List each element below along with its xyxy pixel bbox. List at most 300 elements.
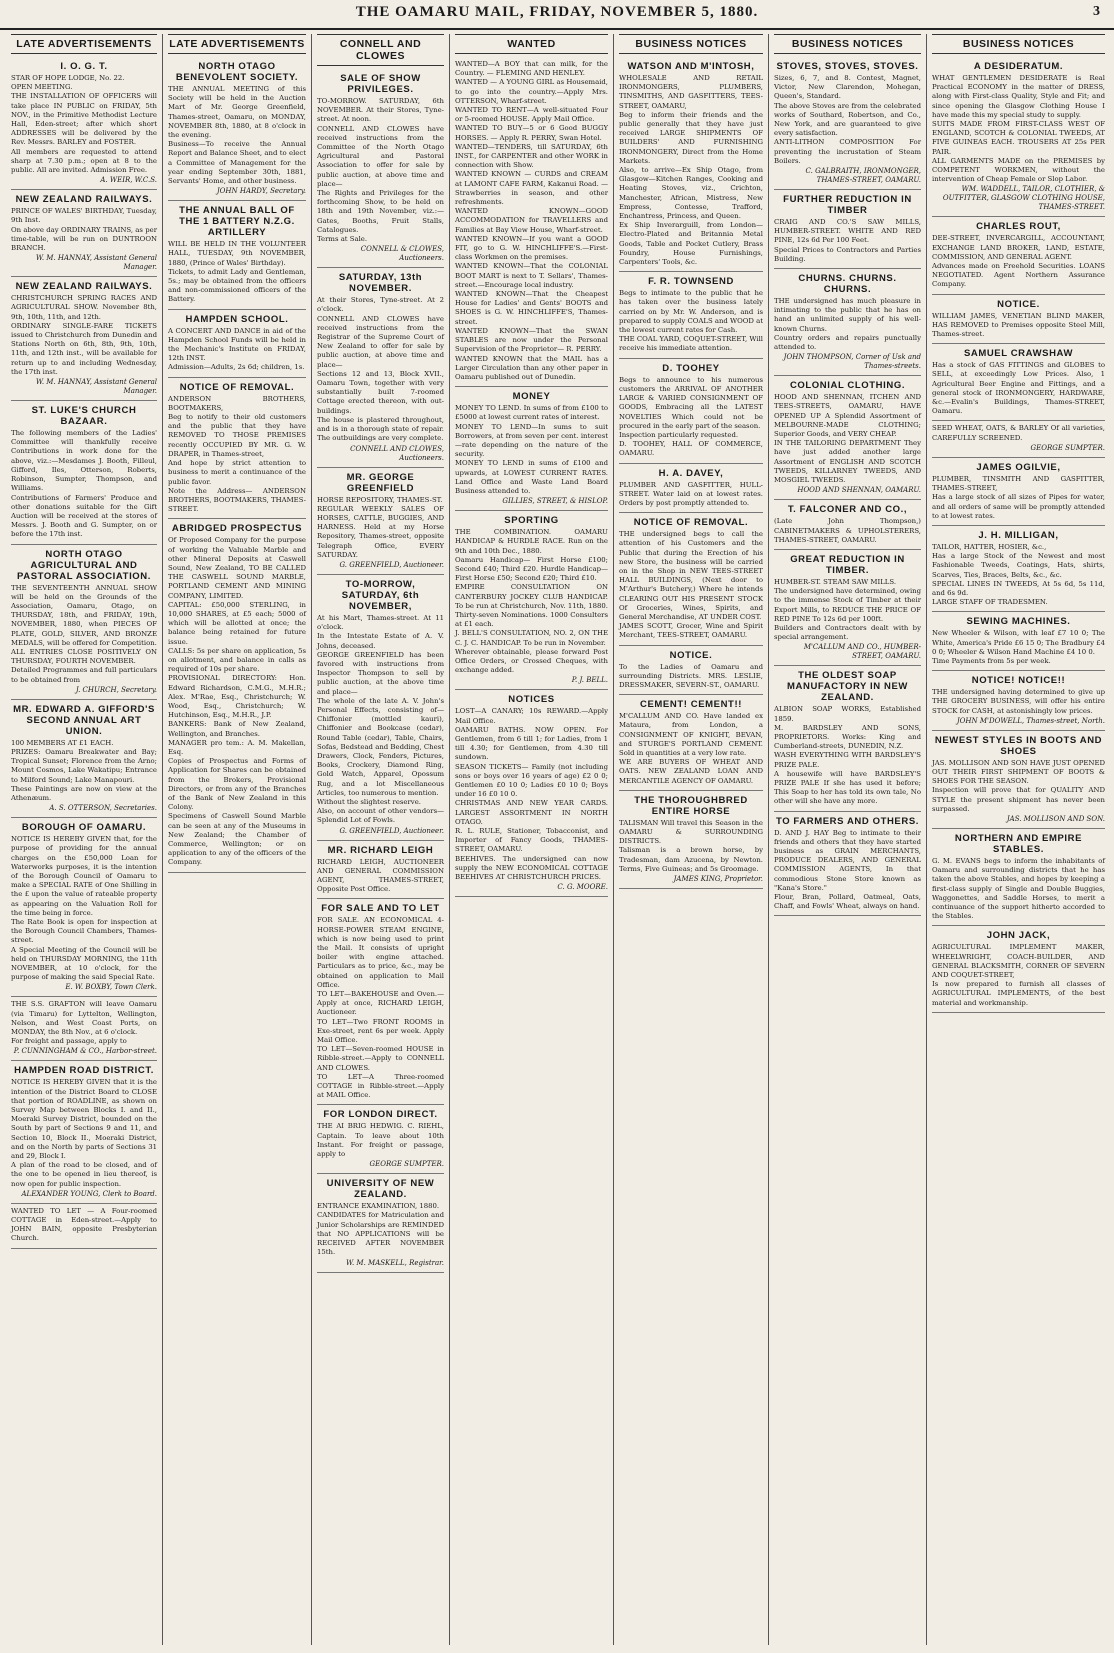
advertisement bbox=[774, 57, 921, 190]
advertisement-paragraph: LOST—A CANARY; 10s REWARD.—Apply Mail Office. bbox=[455, 707, 608, 725]
advertisement-body bbox=[455, 528, 608, 675]
advertisement-paragraph: Terms at Sale. bbox=[317, 235, 368, 244]
advertisement-paragraph: AGRICULTURAL IMPLEMENT MAKER, WHEELWRIGHT, COACH-BUILDER, AND GENERAL BLACKSMITH, CORNER OF SEVERN AND COQUET-STREET, bbox=[932, 943, 1105, 979]
advertisement-body bbox=[619, 712, 763, 786]
advertisement-signature: JOHN THOMPSON, Corner of Usk and Thames-streets. bbox=[783, 353, 921, 371]
advertisement-body bbox=[455, 404, 608, 496]
advertisement-body bbox=[11, 207, 157, 253]
advertisement-paragraph: A housewife will have BARDSLEY'S PRIZE PALE If she has used it before; This Soap to her has told its own tale, No other will she have any more. bbox=[774, 769, 921, 806]
advertisement bbox=[932, 458, 1105, 526]
advertisement bbox=[11, 190, 157, 277]
advertisement-paragraph: At his Mart, Thames-street. At 11 o'clock. bbox=[317, 613, 444, 632]
advertisement-paragraph: MONEY TO LEND in sums of £100 and upwards, at LOWEST CURRENT RATES. Land Office and Waste Land Board Business attended to. bbox=[455, 459, 608, 495]
masthead bbox=[0, 0, 1114, 30]
advertisement-signature: C. GALBRAITH, IRONMONGER, THAMES-STREET, OAMARU. bbox=[805, 167, 921, 185]
advertisement-paragraph: Builders and Contractors dealt with by special arrangement. bbox=[774, 623, 921, 642]
advertisement-paragraph: TO-MORROW. SATURDAY, 6th NOVEMBER. At their Stores, Tyne-street. At noon. bbox=[317, 97, 444, 124]
advertisement-title: SPORTING bbox=[504, 515, 559, 527]
advertisement-paragraph: To the Ladies of Oamaru and surrounding Districts. MRS. LESLIE, DRESSMAKER, SEVERN-ST., OAMARU. bbox=[619, 662, 763, 689]
advertisement-paragraph: CANDIDATES for Matriculation and Junior Scholarships are REMINDED that NO APPLICATIONS will be RECEIVED AFTER NOVEMBER 15th. bbox=[317, 1211, 444, 1257]
advertisement-paragraph: DEE-STREET, INVERCARGILL, ACCOUNTANT, EXCHANGE LAND BROKER, LAND, ESTATE, COMMISSION, AND GENERAL AGENT. bbox=[932, 234, 1105, 261]
advertisement-title: THE ANNUAL BALL OF THE 1 BATTERY N.Z.G. ARTILLERY bbox=[179, 205, 295, 239]
advertisement-paragraph: The above Stoves are from the celebrated works of Southard, Robertson, and Co., New York, and are guaranteed to give every satisfaction. bbox=[774, 101, 921, 138]
advertisement-paragraph: Business—To receive the Annual Report and Balance Sheet, and to elect a Committee of Management for the year ending September 30th, 1881, Servants' Home, and other business. bbox=[168, 140, 306, 186]
advertisement-paragraph: OPEN MEETING. bbox=[11, 83, 73, 92]
column-7 bbox=[927, 34, 1110, 1645]
advertisement-signature: M'CALLUM AND CO., HUMBER-STREET, OAMARU. bbox=[803, 643, 921, 661]
advertisement-body bbox=[774, 578, 921, 642]
advertisement-paragraph: (Late John Thompson,) CABINETMAKERS & UPHOLSTERERS, THAMES-STREET, OAMARU. bbox=[774, 517, 921, 544]
advertisement-body bbox=[619, 530, 763, 640]
advertisement-paragraph: SEASON TICKETS— Family (not including sons or boys over 16 years of age) £2 0 0; Gentlemen £0 10 0; Ladies £0 10 0; Boys under 16 £0 10 0. bbox=[455, 762, 608, 799]
advertisement-paragraph: SUITS MADE FROM FIRST-CLASS WEST OF ENGLAND, SCOTCH & COLONIAL TWEEDS, AT FIVE GUINEAS EACH. TROUSERS AT 25s PER PAIR. bbox=[932, 120, 1105, 156]
advertisement-body bbox=[932, 688, 1105, 716]
advertisement-body bbox=[932, 361, 1105, 416]
advertisement-body bbox=[774, 218, 921, 264]
advertisement bbox=[11, 401, 157, 544]
advertisement-title: NOTICE! NOTICE!! bbox=[971, 675, 1066, 687]
advertisement-paragraph: BANKERS: Bank of New Zealand, Wellington, and Branches. bbox=[168, 720, 306, 738]
advertisement-paragraph: In the Intestate Estate of A. V. Johns, deceased. bbox=[317, 632, 444, 650]
advertisement-body bbox=[11, 584, 157, 685]
advertisement-paragraph: Has a large stock of all sizes of Pipes for water, and all orders of same will be promptly attended to at lowest rates. bbox=[932, 493, 1105, 520]
advertisement-signature: JOHN M'DOWELL, Thames-street, North. bbox=[956, 716, 1105, 725]
advertisement-title: GREAT REDUCTION IN TIMBER. bbox=[790, 553, 905, 576]
advertisement bbox=[455, 690, 608, 897]
advertisement-paragraph: Flour, Bran, Pollard, Oatmeal, Oats, Chaff, and Fowls' Wheat, always on hand. bbox=[774, 892, 921, 911]
advertisement-body bbox=[168, 327, 306, 373]
advertisement-paragraph: PRIZES: Oamaru Breakwater and Bay; Tropical Sunset; Florence from the Arno; Mount Cosmos, Lake Wakatipu; Entrance to Milford Sound; Lake Manapouri. bbox=[11, 747, 157, 784]
advertisement-paragraph: WILL BE HELD IN THE VOLUNTEER HALL, TUESDAY, 9th NOVEMBER, 1880, (Prince of Wales' Birthday). bbox=[168, 240, 306, 267]
advertisement-paragraph: The whole of the late A. V. John's Personal Effects, consisting of—Chiffonier (mottled kauri), Chiffonier and Bookcase (cedar), Round Table (cedar), Table, Chairs, Sofas, Bedstead and Bedding, Chest Drawers, Clock, Fenders, Pictures, Books, Crockery, Diamond Ring, Gold Watch, Apparel, Opossum Rug, and a lot Miscellaneous Articles, too numerous to mention. bbox=[317, 696, 444, 797]
advertisement bbox=[774, 376, 921, 500]
advertisement-paragraph: M. BARDSLEY AND SONS, PROPRIETORS. Works: King and Cumberland-streets, DUNEDIN, N.Z. bbox=[774, 723, 921, 751]
advertisement-body bbox=[619, 289, 763, 353]
advertisement-paragraph: WHOLESALE AND RETAIL IRONMONGERS, PLUMBERS, TINSMITHS, AND GASFITTERS, TEES-STREET, OAMARU, bbox=[619, 74, 763, 110]
advertisement-signature: W. M. HANNAY, Assistant General Manager. bbox=[35, 378, 157, 396]
advertisement-signature: P. J. BELL. bbox=[571, 676, 608, 685]
advertisement bbox=[932, 526, 1105, 612]
advertisement-paragraph: STAR OF HOPE LODGE, No. 22. bbox=[11, 74, 125, 82]
advertisement-signature: WM. WADDELL, TAILOR, CLOTHIER, & OUTFITTER, GLASGOW CLOTHING HOUSE, THAMES-STREET. bbox=[942, 185, 1105, 212]
advertisement-body bbox=[932, 857, 1105, 921]
advertisement-paragraph: REGULAR WEEKLY SALES OF HORSES, CATTLE, BUGGIES, AND HARNESS. Held at my Horse Repository, Thames-street, opposite Telegraph Office, EVERY SATURDAY. bbox=[317, 504, 444, 559]
advertisement bbox=[619, 791, 763, 889]
advertisement bbox=[774, 550, 921, 666]
advertisement-title: CEMENT! CEMENT!! bbox=[640, 699, 742, 711]
advertisement-paragraph: THE undersigned has much pleasure in intimating to the public that he has on hand an unlimited supply of his well-known Churns. bbox=[774, 297, 921, 333]
advertisement-paragraph: Note the Address— ANDERSON BROTHERS, BOOTMAKERS, THAMES-STREET. bbox=[168, 486, 306, 514]
advertisement-body bbox=[11, 429, 157, 539]
advertisement-paragraph: JAS. MOLLISON AND SON HAVE JUST OPENED OUT THEIR FIRST SHIPMENT OF BOOTS & SHOES FOR THE SEASON. bbox=[932, 758, 1105, 786]
advertisement-signature: W. M. HANNAY, Assistant General Manager. bbox=[35, 254, 157, 272]
masthead-title: THE OAMARU MAIL, FRIDAY, NOVEMBER 5, 1880. bbox=[355, 4, 759, 20]
column-heading: BUSINESS NOTICES bbox=[774, 34, 921, 54]
advertisement-paragraph: THE undersigned having determined to give up THE GROCERY BUSINESS, will offer his entire STOCK for CASH, at astonishingly low prices. bbox=[932, 688, 1105, 715]
advertisement-paragraph: Is now prepared to furnish all classes of AGRICULTURAL IMPLEMENTS, of the best material and workmanship. bbox=[932, 980, 1105, 1007]
advertisement bbox=[168, 519, 306, 872]
advertisement-title: SATURDAY, 13th NOVEMBER. bbox=[338, 272, 423, 295]
advertisement-paragraph: TO LET—A Three-roomed COTTAGE in Ribble-street.—Apply at MAIL Office. bbox=[317, 1072, 444, 1100]
column-heading: CONNELL AND CLOWES bbox=[317, 34, 444, 66]
advertisement-signature: ALEXANDER YOUNG, Clerk to Board. bbox=[21, 1189, 157, 1198]
advertisement-title: NORTH OTAGO BENEVOLENT SOCIETY. bbox=[175, 61, 299, 83]
advertisement-body bbox=[619, 819, 763, 874]
advertisement-paragraph: Has a large Stock of the Newest and most Fashionable Tweeds, Coatings, Hats, shirts, Scarves, Ties, Braces, Belts, &c., &c. bbox=[932, 552, 1105, 579]
advertisement-paragraph: CHRISTMAS AND NEW YEAR CARDS. LARGEST ASSORTMENT IN NORTH OTAGO. bbox=[455, 799, 608, 826]
advertisement-title: NOTICE. bbox=[997, 298, 1040, 310]
column-heading: LATE ADVERTISEMENTS bbox=[168, 34, 306, 54]
advertisement bbox=[619, 359, 763, 464]
advertisement-title: STOVES, STOVES, STOVES. bbox=[776, 61, 919, 72]
advertisement-title: MR. RICHARD LEIGH bbox=[327, 844, 434, 856]
advertisement bbox=[317, 899, 444, 1105]
advertisement-title: FOR SALE AND TO LET bbox=[321, 903, 440, 915]
advertisement-paragraph: THE COAL YARD, COQUET-STREET, Will receive his immediate attention. bbox=[619, 335, 763, 353]
advertisement-body bbox=[619, 376, 763, 459]
column-3 bbox=[312, 34, 450, 1645]
advertisement-title: SAMUEL CRAWSHAW bbox=[963, 348, 1074, 360]
advertisement-body bbox=[619, 481, 763, 509]
advertisement-body bbox=[11, 835, 157, 982]
advertisement-paragraph: NOTICE IS HEREBY GIVEN that, for the purpose of providing for the annual charges on the £50,000 Loan for Waterworks purposes, it is the intention of the Borough Council of Oamaru to make a SPECIAL RATE of One Shilling in the £ upon the value of rateable property as appearing on the Valuation Roll for the time being in force. bbox=[11, 835, 157, 917]
advertisement-body bbox=[932, 475, 1105, 521]
advertisement-signature: JOHN HARDY, Secretary. bbox=[216, 187, 306, 196]
advertisement-body bbox=[932, 234, 1105, 289]
advertisement-title: NOTICE OF REMOVAL. bbox=[179, 381, 295, 393]
advertisement-paragraph: WANTED KNOWN that the MAIL has a Larger Circulation than any other paper in Oamaru published out of Dunedin. bbox=[455, 354, 608, 381]
advertisement bbox=[619, 57, 763, 272]
advertisement-paragraph: TO LET—Two FRONT ROOMS in Exe-street, rent 6s per week. Apply Mail Office. bbox=[317, 1017, 444, 1045]
advertisement-paragraph: And hope by strict attention to business to merit a continuance of the public favor. bbox=[168, 459, 306, 486]
advertisement bbox=[317, 1174, 444, 1272]
advertisement-paragraph: ANDERSON BROTHERS, BOOTMAKERS, bbox=[168, 394, 306, 412]
advertisement-paragraph: ENTRANCE EXAMINATION, 1880. bbox=[317, 1202, 440, 1211]
advertisement bbox=[317, 1105, 444, 1174]
advertisement-body bbox=[317, 496, 444, 560]
advertisement-paragraph: BEEHIVES. The undersigned can now supply the NEW ECONOMICAL COTTAGE BEEHIVES AT CHRISTCHURCH PRICES. bbox=[455, 854, 608, 882]
advertisement-body bbox=[11, 1000, 157, 1046]
advertisement-paragraph: THE ANNUAL MEETING of this Society will be held in the Auction Mart of Mr. George Greenfield, Thames-street, Oamaru, on MONDAY, NOVEMBER 8th, 1880, at 8 o'clock in the evening. bbox=[168, 85, 306, 140]
advertisement-paragraph: WANTED TO LET — A Four-roomed COTTAGE in Eden-street.—Apply to JOHN BAIN, opposite Presbyterian Church. bbox=[11, 1206, 157, 1243]
advertisement-paragraph: CONNELL AND CLOWES have received instructions from the Committee of the North Otago Agricultural and Pastoral Association to offer for sale by public auction, at above time and place— bbox=[317, 124, 444, 188]
advertisement-paragraph: J. BELL'S CONSULTATION, NO. 2, ON THE C. J. C. HANDICAP. To be run in November. bbox=[455, 629, 608, 647]
advertisement bbox=[11, 1061, 157, 1203]
advertisement-title: JAMES OGILVIE, bbox=[976, 461, 1061, 473]
advertisement-body bbox=[11, 294, 157, 377]
advertisement-title: FURTHER REDUCTION IN TIMBER bbox=[783, 194, 912, 217]
advertisement-title: HAMPDEN SCHOOL. bbox=[185, 313, 289, 325]
advertisement-title: THE THOROUGHBRED ENTIRE HORSE bbox=[634, 794, 748, 817]
advertisement-body bbox=[168, 395, 306, 515]
advertisement-paragraph: WANTED KNOWN—That the SWAN STABLES are now under the Personal Supervision of the Proprietor— R. PERRY. bbox=[455, 326, 608, 354]
advertisement-paragraph: R. L. RULE, Stationer, Tobacconist, and Importer of Fancy Goods, THAMES-STREET, OAMARU. bbox=[455, 827, 608, 854]
advertisement-paragraph: Talisman is a brown horse, by Tradesman, dam Azucena, by Newton. Terms, Five Guineas; and 5s Groomage. bbox=[619, 846, 763, 873]
advertisement-title: MR. EDWARD A. GIFFORD'S SECOND ANNUAL ART UNION. bbox=[13, 703, 155, 737]
advertisement-title: NEWEST STYLES IN BOOTS AND SHOES bbox=[934, 734, 1103, 757]
advertisement-paragraph: LARGE STAFF OF TRADESMEN. bbox=[932, 598, 1048, 607]
advertisement-paragraph: THE AI BRIG HEDWIG. C. RIEHL, Captain. To leave about 10th Instant. For freight or passage, apply to bbox=[317, 1122, 444, 1159]
advertisement-paragraph: WANTED—A BOY that can milk, for the Country. — FLEMING AND HENLEY. bbox=[455, 60, 608, 78]
advertisement bbox=[11, 545, 157, 700]
advertisement bbox=[11, 818, 157, 997]
advertisement-signature: JAS. MOLLISON AND SON. bbox=[1006, 814, 1105, 823]
advertisement-paragraph: WANTED KNOWN — CURDS and CREAM at LAMONT CAFE FARM, Kakanui Road. — Strawberries in season, and other refreshments. bbox=[455, 170, 608, 207]
advertisement-paragraph: SEED WHEAT, OATS, & BARLEY Of all varieties, CAREFULLY SCREENED. bbox=[932, 424, 1105, 442]
advertisement-title: J. H. MILLIGAN, bbox=[978, 529, 1059, 541]
column-heading: LATE ADVERTISEMENTS bbox=[11, 34, 157, 54]
advertisement-paragraph: MANAGER pro tem.: A. M. Makellan, Esq. bbox=[168, 738, 306, 756]
advertisement-paragraph: Detailed Programmes and full particulars to be obtained from bbox=[11, 666, 157, 684]
advertisement bbox=[619, 646, 763, 696]
advertisement-paragraph: FOR SALE. AN ECONOMICAL 4-HORSE-POWER STEAM ENGINE, which is now being used to print the Mail. It consists of upright boiler with engine attached. Particulars as to price, &c., may be obtained on application to Mail Office. bbox=[317, 916, 444, 989]
advertisement bbox=[168, 378, 306, 520]
advertisement-signature: E. W. BOXBY, Town Clerk. bbox=[65, 983, 157, 992]
advertisement-title: TO-MORROW, SATURDAY, 6th NOVEMBER, bbox=[341, 578, 420, 612]
advertisement-paragraph: WANTED — A YOUNG GIRL as Housemaid, to go into the country.—Apply Mrs. OTTERSON, Wharf-street. bbox=[455, 78, 608, 105]
advertisement-paragraph: MONEY TO LEND. In sums of from £100 to £5000 at lowest current rates of interest. bbox=[455, 404, 608, 422]
advertisement bbox=[317, 575, 444, 841]
advertisement-title: H. A. DAVEY, bbox=[658, 467, 724, 479]
advertisement-paragraph: IN THE TAILORING DEPARTMENT They have just added another large Assortment of ENGLISH AND SCOTCH TWEEDS, KILLARNEY TWEEDS, AND MOSGIEL TWEEDS. bbox=[774, 439, 921, 485]
advertisement-paragraph: TALISMAN Will travel this Season in the OAMARU & SURROUNDING DISTRICTS. bbox=[619, 818, 763, 846]
advertisement-title: T. FALCONER AND CO., bbox=[787, 504, 908, 516]
advertisement-title: ST. LUKE'S CHURCH BAZAAR. bbox=[31, 405, 137, 428]
advertisement-body bbox=[932, 759, 1105, 814]
advertisement-paragraph: ALL GARMENTS MADE on the PREMISES by COMPETENT WORKMEN, without the intervention of Cheap Female or Slop Labor. bbox=[932, 156, 1105, 184]
advertisement-signature: GEORGE SUMPTER. bbox=[1030, 443, 1105, 452]
advertisement bbox=[317, 268, 444, 467]
advertisement-paragraph: Inspection will prove that for QUALITY AND STYLE the present shipment has never been surpassed. bbox=[932, 786, 1105, 813]
advertisement-signature: C. G. MOORE. bbox=[557, 883, 608, 892]
advertisement-body bbox=[932, 943, 1105, 1007]
advertisement-signature: J. CHURCH, Secretary. bbox=[75, 685, 157, 694]
advertisement-paragraph: On above day ORDINARY TRAINS, as per time-table, will be run on DUNTROON BRANCH. bbox=[11, 225, 157, 253]
advertisement-paragraph: D. TOOHEY, HALL OF COMMERCE, OAMARU. bbox=[619, 440, 763, 458]
advertisement-paragraph: Beg to notify to their old customers and the public that they have REMOVED TO THOSE PREMISES recently OCCUPIED BY MR. G. W. DRAPER, in Thames-street, bbox=[168, 413, 306, 458]
advertisement-paragraph: WANTED TO BUY—5 or 6 Good BUGGY HORSES. — Apply R. PERRY, Swan Hotel. bbox=[455, 124, 608, 142]
column-heading: WANTED bbox=[455, 34, 608, 54]
advertisement bbox=[774, 812, 921, 917]
advertisement-title: CHURNS. CHURNS. CHURNS. bbox=[798, 273, 897, 296]
column-2 bbox=[163, 34, 312, 1645]
advertisement-paragraph: WANTED—TENDERS, till SATURDAY, 6th INST., for CARPENTER and other WORK in connection with Show. bbox=[455, 142, 608, 170]
advertisement-paragraph: Specimens of Caswell Sound Marble can be seen at any of the Museums in New Zealand; the Chamber of Commerce, Wellington; or on application to any of the officers of the Company. bbox=[168, 812, 306, 867]
advertisement-paragraph: ALL ENTRIES CLOSE POSITIVELY ON THURSDAY, FOURTH NOVEMBER. bbox=[11, 647, 157, 666]
advertisement-paragraph: Also, to arrive—Ex Ship Otago, from Glasgow—Kitchen Ranges, Cooking and Heating Stoves, viz., Crichton, Manchester, African, Mistress, New Empress, Contesse, Trafford, Enchantress, Princess, and Queen. bbox=[619, 166, 763, 221]
advertisement-paragraph: Has a stock of GAS FITTINGS and GLOBES to SELL, at exceedingly Low Prices. Also, 1 Agricultural Beer Engine and Fittings, and a general stock of IRONMONGERY, HARDWARE, &c.—Evalin's Buildings, Thames-STREET, Oamaru. bbox=[932, 361, 1105, 416]
column-5 bbox=[614, 34, 769, 1645]
advertisement-paragraph: The Rights and Privileges for the forthcoming Show, to be held on 18th and 19th November, viz.:—Gates, Booths, Fruit Stalls, Catalogues. bbox=[317, 189, 444, 234]
advertisement-paragraph: The house is plastered throughout, and is in a thorough state of repair. The outbuildings are very complete. bbox=[317, 415, 444, 443]
advertisement-paragraph: TO LET—BAKEHOUSE and Oven.—Apply at once, RICHARD LEIGH, Auctioneer. bbox=[317, 990, 444, 1017]
advertisement-paragraph: Admission—Adults, 2s 6d; children, 1s. bbox=[168, 363, 305, 372]
advertisement bbox=[774, 269, 921, 376]
advertisement-paragraph: SPECIAL LINES IN TWEEDS, At 5s 6d, 5s 11d, and 6s 9d. bbox=[932, 579, 1105, 597]
advertisement-paragraph: TO LET—Seven-roomed HOUSE in Ribble-street.—Apply to CONNELL AND CLOWES. bbox=[317, 1045, 444, 1072]
advertisement bbox=[932, 926, 1105, 1012]
advertisement-paragraph: CRAIG AND CO.'S SAW MILLS, HUMBER-STREET. WHITE AND RED PINE, 12s 6d Per 100 Feet. bbox=[774, 218, 921, 245]
advertisement-paragraph: THE undersigned begs to call the attention of his Customers and the Public that during the Erection of his new Store, the business will be carried on in the Shop in NEW TEES-STREET HALL BUILDINGS, (Next door to M'Arthur's Butchery,) Where he intends CLEARING OUT HIS PRESENT STOCK Of Groceries, Wines, Spirits, and General Merchandise, AT UNDER COST. bbox=[619, 530, 763, 621]
advertisement-paragraph: Country orders and repairs punctually attended to. bbox=[774, 333, 921, 352]
advertisement-body bbox=[455, 707, 608, 882]
advertisement bbox=[11, 277, 157, 401]
advertisement-title: NOTICES bbox=[508, 694, 555, 706]
advertisement bbox=[932, 612, 1105, 671]
advertisement-paragraph: Without the slightest reserve. bbox=[317, 797, 421, 806]
advertisement bbox=[774, 500, 921, 550]
advertisement-body bbox=[317, 916, 444, 1100]
advertisement-title: SEWING MACHINES. bbox=[966, 616, 1071, 628]
advertisement bbox=[932, 344, 1105, 421]
advertisement-signature: W. M. MASKELL, Registrar. bbox=[345, 1258, 444, 1267]
advertisement-title: BOROUGH OF OAMARU. bbox=[21, 822, 147, 834]
advertisement-body bbox=[932, 312, 1105, 340]
advertisement-paragraph: M'CALLUM AND CO. Have landed ex Mataura, from London, a CONSIGNMENT OF KNIGHT, BEVAN, and STURGE'S PORTLAND CEMENT. Sold in quantities at a very low rate. bbox=[619, 712, 763, 757]
advertisement bbox=[774, 190, 921, 269]
advertisement-body bbox=[168, 536, 306, 867]
advertisement-body bbox=[774, 705, 921, 806]
advertisement-title: NORTHERN AND EMPIRE STABLES. bbox=[954, 832, 1083, 855]
advertisement-paragraph: Sections 12 and 13, Block XVII., Oamaru Town, together with very substantially built 7-roomed Cottage erected thereon, with out-buildings. bbox=[317, 369, 444, 415]
advertisement-signature: G. GREENFIELD, Auctioneer. bbox=[339, 826, 444, 835]
advertisement-signature: G. GREENFIELD, Auctioneer. bbox=[339, 560, 444, 569]
advertisement-body bbox=[774, 829, 921, 912]
advertisement-signature: JAMES KING, Proprietor. bbox=[673, 875, 763, 884]
advertisement-paragraph: Copies of Prospectus and Forms of Application for Shares can be obtained from the Brokers, Provisional Directors, or from any of the Branches of the Bank of New Zealand in this Colony. bbox=[168, 757, 306, 812]
advertisement-paragraph: HORSE REPOSITORY, THAMES-ST. bbox=[317, 495, 443, 504]
advertisement-body bbox=[932, 543, 1105, 607]
advertisement-title: NEW ZEALAND RAILWAYS. bbox=[15, 281, 153, 293]
advertisement-paragraph: JAMES SCOTT, Grocer, Wine and Spirit Merchant, TEES-STREET, OAMARU. bbox=[619, 622, 763, 640]
advertisement-paragraph: The following members of the Ladies' Committee will thankfully receive Contributions in work done for the above, viz.:—Mesdames J. Booth, Filleul, Gifford, Iles, Otterson, Roberts, Robinson, Sumpter, Thompson, and Williams. bbox=[11, 429, 157, 493]
advertisement-body bbox=[774, 393, 921, 485]
advertisement-body bbox=[11, 1078, 157, 1188]
advertisement-title: WATSON AND M'INTOSH, bbox=[627, 61, 755, 72]
advertisement bbox=[11, 1204, 157, 1249]
advertisement-paragraph: D. AND J. HAY Beg to intimate to their friends and others that they have started business as GRAIN MERCHANTS, PRODUCE DEALERS, AND GENERAL COMMISSION AGENTS, In that commodious Stone Store known as "Kana's Store." bbox=[774, 828, 921, 892]
advertisement-paragraph: WE ARE BUYERS OF WHEAT AND OATS. NEW ZEALAND LOAN AND MERCANTILE AGENCY OF OAMARU. bbox=[619, 758, 763, 785]
advertisement-paragraph: WANTED KNOWN—GOOD ACCOMMODATION for TRAVELLERS and Families at Bay View House, Wharf-street. bbox=[455, 207, 608, 234]
advertisement-paragraph: Of Proposed Company for the purpose of working the Valuable Marble and other Mineral Deposits at Caswell Sound, New Zealand, TO BE CALLED THE CASWELL SOUND MARBLE, PORTLAND CEMENT AND MINING COMPANY, LIMITED. bbox=[168, 536, 306, 600]
advertisement-paragraph: G. M. EVANS begs to inform the inhabitants of Oamaru and surrounding districts that he has taken the above Stables, and hopes by keeping a first-class supply of Single and Double Buggies, Waggonettes, and Saddle Horses, to merit a continuance of the support hitherto accorded to the Stables. bbox=[932, 856, 1105, 921]
advertisement-paragraph: WANTED TO RENT—A well-situated Four or 5-roomed HOUSE. Apply Mail Office. bbox=[455, 106, 608, 124]
advertisement-paragraph: THE INSTALLATION OF OFFICERS will take place IN PUBLIC on FRIDAY, 5th NOV., in the Primitive Methodist Lecture Hall, Eden-street; after which short ADDRESSES will be delivered by the Rev. Messrs. BARLEY and FOSTER. bbox=[11, 92, 157, 147]
advertisement-title: COLONIAL CLOTHING. bbox=[789, 380, 906, 392]
advertisement bbox=[317, 69, 444, 268]
advertisement-body bbox=[774, 517, 921, 545]
advertisement bbox=[168, 310, 306, 378]
advertisement-body bbox=[619, 663, 763, 691]
advertisement bbox=[619, 272, 763, 358]
advertisement-paragraph: Oamaru Handicap— First Horse £100; Second £40; Third £20. Hurdle Handicap— First Horse £50; Second £20; Third £10. bbox=[455, 555, 608, 583]
advertisement-signature: A. S. OTTERSON, Secretaries. bbox=[49, 804, 157, 813]
advertisement-paragraph: PLUMBER, TINSMITH AND GASFITTER, THAMES-STREET, bbox=[932, 474, 1105, 493]
advertisement-paragraph: WANTED KNOWN—That the Cheapest House for Ladies' and Gents' BOOTS and SHOES is G. W. HINCHLIFFE'S, Thames-street. bbox=[455, 290, 608, 326]
advertisement-title: NORTH OTAGO AGRICULTURAL AND PASTORAL ASSOCIATION. bbox=[17, 548, 151, 582]
advertisement-title: HAMPDEN ROAD DISTRICT. bbox=[14, 1065, 154, 1077]
advertisement-paragraph: A plan of the road to be closed, and of the one to be opened in lieu thereof, is now open for public inspection. bbox=[11, 1161, 157, 1188]
advertisement-title: CHARLES ROUT, bbox=[976, 221, 1061, 233]
advertisement-paragraph: ANTI-LITHON COMPOSITION For preventing the incrustation of Steam Boilers. bbox=[774, 138, 921, 165]
advertisement-body bbox=[932, 74, 1105, 184]
advertisement-paragraph: Contributions of Farmers' Produce and other donations suitable for the Gift Auction will be received at the stores of Messrs. J. Booth and G. Sumpter, on or before the 17th inst. bbox=[11, 493, 157, 539]
advertisement-body bbox=[317, 296, 444, 443]
advertisement-paragraph: WANTED KNOWN—If you want a GOOD FIT, go to G. W. HINCHLIFFE'S.—First-class Workmen on the premises. bbox=[455, 234, 608, 262]
advertisement-paragraph: A Special Meeting of the Council will be held on THURSDAY MORNING, the 11th NOVEMBER, at 10 o'clock, for the purpose of making the said Special Rate. bbox=[11, 945, 157, 982]
advertisement-title: NEW ZEALAND RAILWAYS. bbox=[15, 194, 153, 206]
advertisement-body bbox=[11, 74, 157, 175]
advertisement-paragraph: Time Payments from 5s per week. bbox=[932, 656, 1051, 665]
advertisement-body bbox=[774, 297, 921, 352]
advertisement bbox=[168, 201, 306, 309]
advertisement-title: D. TOOHEY bbox=[662, 362, 720, 374]
advertisement-paragraph: OAMARU BATHS. NOW OPEN. For Gentlemen, from 6 till 1; for Ladies, from 1 till 4.30; for Gentlemen, from 4.30 till sundown. bbox=[455, 725, 608, 762]
advertisement-body bbox=[11, 739, 157, 803]
advertisement-paragraph: Begs to announce to his numerous customers the ARRIVAL OF ANOTHER LARGE & VARIED CONSIGNMENT OF GOODS, Embracing all the LATEST NOVELTIES Which could not be procured in the early part of the season. bbox=[619, 375, 763, 430]
advertisement-paragraph: THE S.S. GRAFTON will leave Oamaru (via Timaru) for Lyttelton, Wellington, Nelson, and West Coast Ports, on MONDAY, the 8th Nov., at 6 o'clock. bbox=[11, 1000, 157, 1037]
advertisement-paragraph: PRINCE OF WALES' BIRTHDAY, Tuesday, 9th Inst. bbox=[11, 207, 157, 225]
advertisement-paragraph: A CONCERT AND DANCE in aid of the Hampden School Funds will be held in the Mechanic's Institute on FRIDAY, 12th INST. bbox=[168, 326, 306, 363]
advertisement-paragraph: New Wheeler & Wilson, with leaf £7 10 0; The White, America's Pride £6 15 0; The Bradbury £4 0 0; Wheeler & Wilson Hand Machine £4 10 0. bbox=[932, 629, 1105, 656]
advertisement-paragraph: CAPITAL: £50,000 STERLING, in 10,000 SHARES, at £5 each; 5000 of which will be allotted at once; the balance being retained for future issue. bbox=[168, 600, 306, 646]
advertisement-signature: GEORGE SUMPTER. bbox=[369, 1160, 444, 1169]
advertisement-body bbox=[168, 85, 306, 186]
advertisement-body bbox=[11, 1207, 157, 1244]
advertisement-paragraph: ORDINARY SINGLE-FARE TICKETS issued to Christchurch from Dunedin and Stations North on 6th, 8th, 9th, 10th, 11th, and 12th inst., will be available for return up to and including Wednesday, the 17th inst. bbox=[11, 321, 157, 376]
advertisement bbox=[11, 997, 157, 1061]
advertisement-paragraph: THE SEVENTEENTH ANNUAL SHOW will be held on the Grounds of the Association, Oamaru, Otago, on THURSDAY, 18th, and FRIDAY, 19th, NOVEMBER, 1880, when PIECES OF PLATE, GOLD, SILVER, AND BRONZE MEDALS, will be offered for Competition. bbox=[11, 583, 157, 647]
advertisement-paragraph: PROVISIONAL DIRECTORY: Hon. Edward Richardson, C.M.G., M.H.R.; Alex. M'Rae, Esq., Christchurch; W. Wood, Esq., Christchurch; W. Hutchinson, Esq., M.H.R., J.P. bbox=[168, 674, 306, 720]
advertisement-body bbox=[932, 629, 1105, 666]
advertisement-title: JOHN JACK, bbox=[986, 930, 1051, 942]
advertisement-paragraph: 100 MEMBERS AT £1 EACH. bbox=[11, 738, 114, 747]
advertisement-paragraph: MONEY TO LEND—In sums to suit Borrowers, at from seven per cent. interest—rate depending on the nature of the security. bbox=[455, 422, 608, 459]
advertisement-title: THE OLDEST SOAP MANUFACTORY IN NEW ZEALAND. bbox=[787, 670, 908, 704]
advertisement-paragraph: The Rate Book is open for inspection at the Borough Council Chambers, Thames-street. bbox=[11, 918, 157, 945]
advertisement-paragraph: RICHARD LEIGH, AUCTIONEER AND GENERAL COMMISSION AGENT, THAMES-STREET, Opposite Post Office. bbox=[317, 857, 444, 894]
advertisement-title: A DESIDERATUM. bbox=[973, 61, 1064, 72]
advertisement-title: MONEY bbox=[512, 391, 551, 403]
advertisement-paragraph: HOOD AND SHENNAN, ITCHEN AND TEES-STREETS, OAMARU, HAVE OPENED UP A Splendid Assortment of MELBOURNE-MADE CLOTHING; Superior Goods, and VERY CHEAP. bbox=[774, 393, 921, 439]
advertisement-paragraph: WHAT GENTLEMEN DESIDERATE is Real Practical ECONOMY in the matter of DRESS, along with First-class Quality, Style and Fit; and since opening the Glasgow Clothing House I have made this my special study to supply. bbox=[932, 74, 1105, 119]
advertisement-paragraph: Advances made on Freehold Securities. LOANS NEGOTIATED. Agent Northern Assurance Company. bbox=[932, 262, 1105, 289]
advertisement-paragraph: All members are requested to attend sharp at 7.30 p.m.; open at 8 to the public. All are invited. Admission Free. bbox=[11, 147, 157, 175]
advertisement-signature: GILLIES, STREET, & HISLOP. bbox=[502, 497, 608, 506]
advertisement-body bbox=[317, 1122, 444, 1159]
advertisement-body bbox=[317, 614, 444, 826]
advertisement bbox=[619, 695, 763, 791]
advertisement-paragraph: These Paintings are now on view at the Athenæum. bbox=[11, 784, 157, 802]
advertisement bbox=[619, 513, 763, 645]
advertisement-body bbox=[619, 74, 763, 267]
advertisement-paragraph: At their Stores, Tyne-street. At 2 o'clock. bbox=[317, 296, 444, 314]
advertisement bbox=[932, 295, 1105, 345]
advertisement bbox=[11, 700, 157, 818]
column-heading: BUSINESS NOTICES bbox=[932, 34, 1105, 54]
advertisement-paragraph: WILLIAM JAMES, VENETIAN BLIND MAKER, HAS REMOVED to Premises opposite Steel Mill, Thames-street. bbox=[932, 311, 1105, 339]
advertisement-paragraph: CALLS: 5s per share on application, 5s on allotment, and balance in calls as required of 10s per share. bbox=[168, 646, 306, 674]
advertisement-signature: A. WEIR, W.C.S. bbox=[100, 176, 157, 185]
advertisement-signature: CONNELL AND CLOWES, Auctioneers. bbox=[350, 444, 444, 462]
advertisement bbox=[932, 217, 1105, 294]
advertisement-paragraph: WASH EVERYTHING WITH BARDSLEY'S PRIZE PALE. bbox=[774, 751, 921, 769]
advertisement-title: FOR LONDON DIRECT. bbox=[323, 1109, 438, 1121]
advertisement-paragraph: EMPIRE CONSULTATION ON CANTERBURY JOCKEY CLUB HANDICAP. To be run at Christchurch, Nov. 11th, 1880. Thirty-seven Nominations. 1000 Consulters at £1 each. bbox=[455, 583, 608, 629]
advertisement-title: TO FARMERS AND OTHERS. bbox=[775, 815, 920, 827]
advertisement-paragraph: CONNELL AND CLOWES have received instructions from the Registrar of the Supreme Court of New Zealand to offer for sale by public auction, at above time and place— bbox=[317, 314, 444, 369]
advertisement-title: NOTICE OF REMOVAL. bbox=[633, 517, 749, 529]
